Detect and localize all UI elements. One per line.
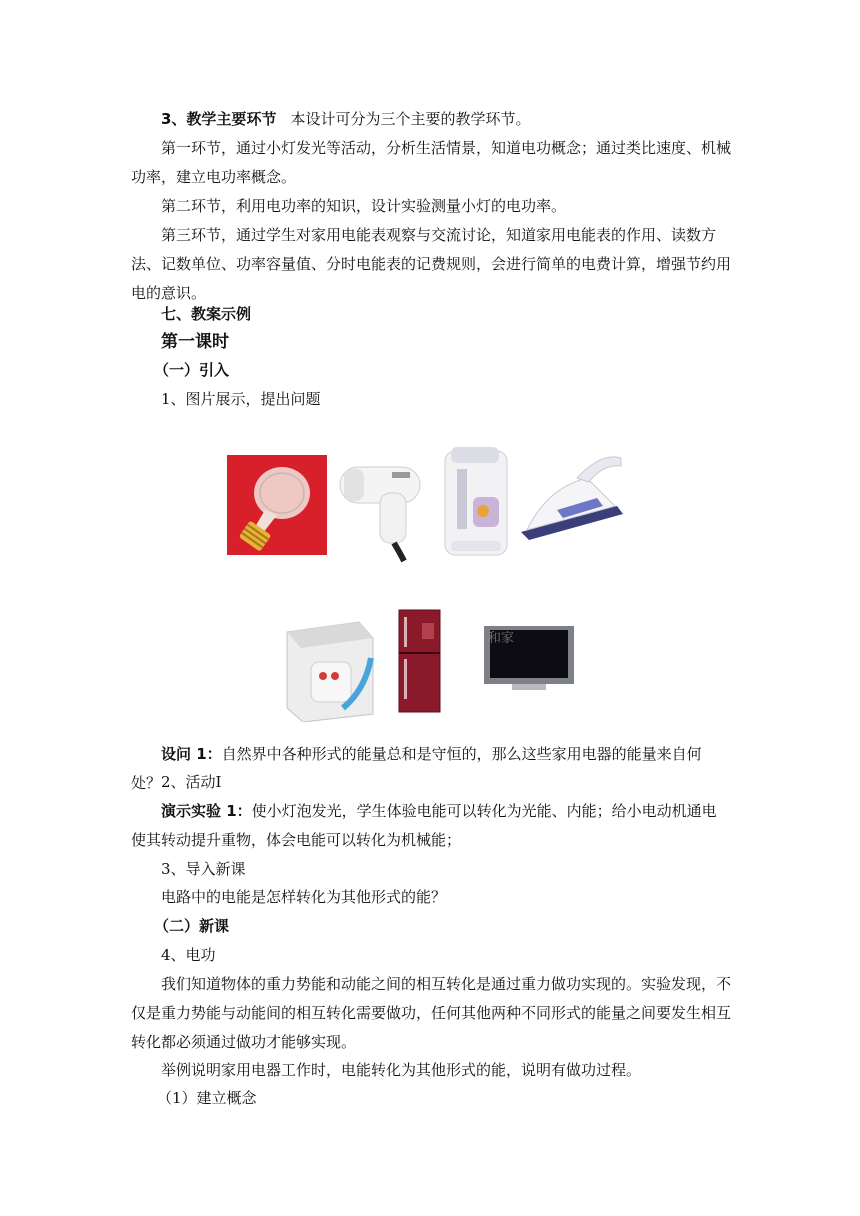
section-3-intro: 本设计可分为三个主要的教学环节。 xyxy=(290,110,531,128)
hair-dryer-image xyxy=(334,457,426,565)
item-3-text: 电路中的电能是怎样转化为其他形式的能？ xyxy=(161,888,447,906)
question-1-text: 自然界中各种形式的能量总和是守恒的，那么这些家用电器的能量来自何处？ xyxy=(131,745,702,792)
part-1-heading: （一）引入 xyxy=(154,361,230,379)
part-2-heading: （二）新课 xyxy=(154,917,230,935)
demo-experiment-1 xyxy=(131,797,731,855)
question-1-label: 设问 1： xyxy=(161,745,222,763)
refrigerator-icon xyxy=(398,609,441,713)
television-image xyxy=(482,624,576,694)
electric-kettle-icon xyxy=(443,445,509,557)
demo-text: 使小灯泡发光，学生体验电能可以转化为光能、内能；给小电动机通电使其转动提升重物，体会电能可以转化为机械能； xyxy=(131,802,717,849)
paragraph-work-energy: 我们知道物体的重力势能和动能之间的相互转化是通过重力做功实现的。实验发现，不仅是重力势能与动能间的相互转化需要做功，任何其他两种不同形式的能量之间要发生相互转化都必须通过做功才能够实现。 xyxy=(131,975,732,1051)
paragraph-stage-1: 第一环节，通过小灯发光等活动，分析生活情景，知道电功概念；通过类比速度、机械功率，建立电功率概念。 xyxy=(131,139,732,186)
lesson-1-heading: 第一课时 xyxy=(161,332,229,352)
paragraph-stage-3: 第三环节，通过学生对家用电能表观察与交流讨论，知道家用电能表的作用、读数方法、记数单位、功率容量值、分时电能表的记费规则，会进行简单的电费计算，增强节约用电的意识。 xyxy=(131,226,732,302)
item-2: 2、活动Ⅰ xyxy=(161,773,222,791)
television-icon xyxy=(482,624,576,694)
steam-iron-icon xyxy=(517,448,627,540)
washing-machine-image xyxy=(283,618,375,722)
sub-item-1: （1）建立概念 xyxy=(157,1089,257,1107)
refrigerator-image xyxy=(398,609,441,713)
paragraph-stage-2: 第二环节，利用电功率的知识，设计实验测量小灯的电功率。 xyxy=(161,197,567,215)
washing-machine-icon xyxy=(283,618,375,722)
demo-label: 演示实验 1： xyxy=(161,802,252,820)
steam-iron-image xyxy=(517,448,627,540)
section-3-heading: 3、教学主要环节 xyxy=(161,110,277,128)
paragraph-examples: 举例说明家用电器工作时，电能转化为其他形式的能，说明有做功过程。 xyxy=(161,1061,642,1079)
item-1: 1、图片展示，提出问题 xyxy=(161,390,321,408)
light-bulb-image xyxy=(227,455,327,555)
item-3: 3、导入新课 xyxy=(161,860,246,878)
item-4: 4、电功 xyxy=(161,946,216,964)
section-7-heading: 七、教案示例 xyxy=(161,305,252,323)
hair-dryer-icon xyxy=(334,457,426,565)
light-bulb-icon xyxy=(227,455,327,555)
section-3 xyxy=(131,105,731,134)
watermark-text: 和家 xyxy=(488,631,515,646)
electric-kettle-image xyxy=(443,445,509,557)
